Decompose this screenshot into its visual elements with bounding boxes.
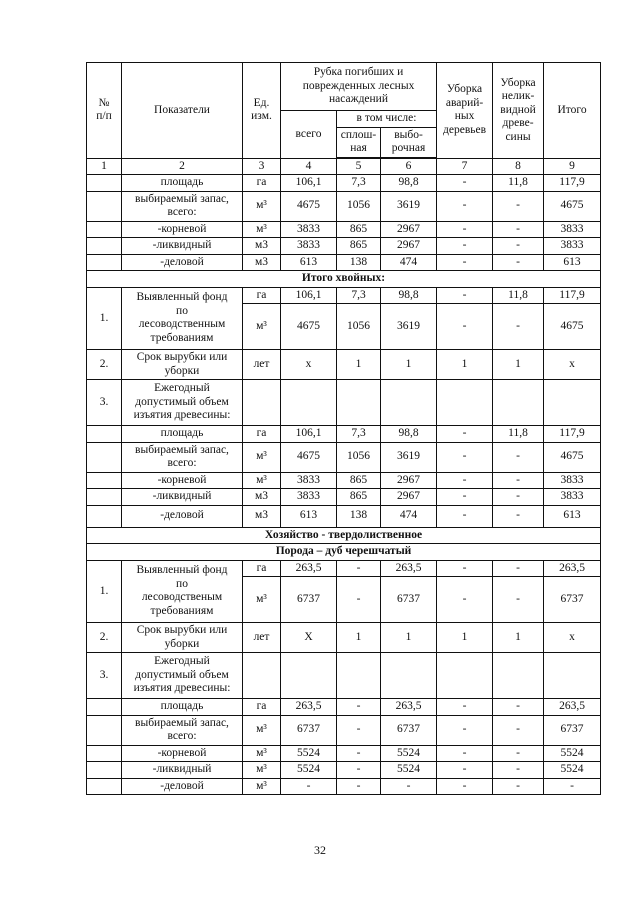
- value-cell: 98,8: [381, 175, 437, 192]
- value-cell: -: [437, 505, 493, 527]
- value-cell: -: [437, 577, 493, 623]
- value-cell: 98,8: [381, 426, 437, 443]
- value-cell: 3833: [281, 221, 337, 238]
- value-cell: 1056: [337, 304, 381, 350]
- row-unit: м³: [243, 577, 281, 623]
- value-cell: [281, 653, 337, 699]
- value-cell: [381, 380, 437, 426]
- row-unit: м3: [243, 505, 281, 527]
- value-cell: 3833: [544, 489, 601, 506]
- value-cell: 613: [544, 505, 601, 527]
- value-cell: 1056: [337, 442, 381, 472]
- value-cell: 6737: [281, 715, 337, 745]
- table-row: [87, 715, 601, 745]
- row-number: [87, 254, 122, 271]
- value-cell: -: [437, 442, 493, 472]
- column-number: 1: [87, 158, 122, 175]
- row-unit: лет: [243, 623, 281, 653]
- row-unit: га: [243, 426, 281, 443]
- row-number: [87, 238, 122, 255]
- row-number: [87, 175, 122, 192]
- value-cell: -: [437, 287, 493, 304]
- header-solid: сплош- ная: [337, 127, 381, 157]
- value-cell: 865: [337, 221, 381, 238]
- value-cell: -: [493, 745, 544, 762]
- value-cell: 263,5: [544, 699, 601, 716]
- row-unit: га: [243, 699, 281, 716]
- value-cell: 263,5: [544, 560, 601, 577]
- value-cell: -: [437, 778, 493, 795]
- row-unit: м³: [243, 778, 281, 795]
- value-cell: х: [281, 350, 337, 380]
- value-cell: 2967: [381, 238, 437, 255]
- value-cell: 3619: [381, 442, 437, 472]
- value-cell: -: [493, 238, 544, 255]
- value-cell: 1: [437, 350, 493, 380]
- value-cell: 6737: [281, 577, 337, 623]
- row-number: [87, 699, 122, 716]
- value-cell: 2967: [381, 489, 437, 506]
- row-indicator: -ликвидный: [122, 762, 243, 779]
- row-number: [87, 745, 122, 762]
- value-cell: -: [493, 221, 544, 238]
- value-cell: [381, 653, 437, 699]
- value-cell: 613: [281, 505, 337, 527]
- row-number: 1.: [87, 560, 122, 623]
- table-row: [87, 350, 601, 380]
- value-cell: Х: [281, 623, 337, 653]
- table-row: [87, 489, 601, 506]
- value-cell: 474: [381, 254, 437, 271]
- table-row: [87, 221, 601, 238]
- value-cell: [337, 380, 381, 426]
- value-cell: -: [337, 699, 381, 716]
- value-cell: 117,9: [544, 175, 601, 192]
- row-unit: га: [243, 560, 281, 577]
- row-number: [87, 505, 122, 527]
- value-cell: -: [337, 715, 381, 745]
- column-number: 5: [337, 158, 381, 175]
- value-cell: 865: [337, 489, 381, 506]
- row-unit: м3: [243, 254, 281, 271]
- value-cell: 4675: [281, 442, 337, 472]
- value-cell: 5524: [281, 745, 337, 762]
- row-unit: м3: [243, 238, 281, 255]
- value-cell: 5524: [544, 745, 601, 762]
- value-cell: 263,5: [381, 560, 437, 577]
- value-cell: 11,8: [493, 426, 544, 443]
- header-cutting: Рубка погибших и поврежденных лесных насаждений: [281, 63, 437, 111]
- value-cell: -: [493, 489, 544, 506]
- row-indicator: площадь: [122, 175, 243, 192]
- value-cell: 138: [337, 505, 381, 527]
- row-number: [87, 221, 122, 238]
- value-cell: 4675: [544, 191, 601, 221]
- value-cell: 263,5: [381, 699, 437, 716]
- row-unit: м³: [243, 745, 281, 762]
- row-number: 3.: [87, 380, 122, 426]
- value-cell: 613: [544, 254, 601, 271]
- value-cell: 5524: [381, 762, 437, 779]
- row-indicator: выбираемый запас, всего:: [122, 715, 243, 745]
- value-cell: 4675: [544, 304, 601, 350]
- column-number: 6: [381, 158, 437, 175]
- value-cell: -: [337, 745, 381, 762]
- row-number: [87, 762, 122, 779]
- value-cell: -: [544, 778, 601, 795]
- value-cell: 4675: [544, 442, 601, 472]
- value-cell: 613: [281, 254, 337, 271]
- row-indicator: -корневой: [122, 745, 243, 762]
- row-unit: га: [243, 175, 281, 192]
- page-number: 32: [314, 843, 326, 857]
- row-indicator: Срок вырубки или уборки: [122, 350, 243, 380]
- value-cell: 1: [381, 623, 437, 653]
- row-indicator: Выявленный фонд по лесоводственым требованиям: [122, 560, 243, 623]
- section-row: [87, 271, 601, 288]
- column-number: 2: [122, 158, 243, 175]
- value-cell: 4675: [281, 304, 337, 350]
- value-cell: -: [437, 762, 493, 779]
- value-cell: 3833: [544, 221, 601, 238]
- value-cell: -: [437, 238, 493, 255]
- value-cell: 7,3: [337, 287, 381, 304]
- header-number: № п/п: [87, 63, 122, 159]
- section-heading: Итого хвойных:: [87, 271, 601, 288]
- value-cell: -: [437, 426, 493, 443]
- row-unit: [243, 653, 281, 699]
- header-indicators: Показатели: [122, 63, 243, 159]
- header-emergency: Уборка аварий- ных деревьев: [437, 63, 493, 159]
- table-row: [87, 380, 601, 426]
- row-unit: м³: [243, 442, 281, 472]
- value-cell: -: [493, 304, 544, 350]
- value-cell: -: [493, 254, 544, 271]
- table-row: [87, 505, 601, 527]
- value-cell: [544, 653, 601, 699]
- value-cell: 6737: [381, 577, 437, 623]
- value-cell: 1: [381, 350, 437, 380]
- table-row: [87, 699, 601, 716]
- value-cell: [281, 380, 337, 426]
- value-cell: 3833: [281, 472, 337, 489]
- row-indicator: выбираемый запас, всего:: [122, 442, 243, 472]
- header-selective: выбо- рочная: [381, 127, 437, 157]
- value-cell: [493, 380, 544, 426]
- value-cell: 1: [337, 350, 381, 380]
- value-cell: 6737: [544, 577, 601, 623]
- row-unit: м³: [243, 715, 281, 745]
- table-row: [87, 238, 601, 255]
- row-indicator: -корневой: [122, 221, 243, 238]
- row-number: 2.: [87, 350, 122, 380]
- value-cell: 106,1: [281, 175, 337, 192]
- row-indicator: -деловой: [122, 778, 243, 795]
- row-indicator: Выявленный фонд по лесоводственным требованиям: [122, 287, 243, 350]
- value-cell: х: [544, 623, 601, 653]
- section-heading: Порода – дуб черешчатый: [87, 544, 601, 561]
- section-row: [87, 544, 601, 561]
- row-number: [87, 472, 122, 489]
- value-cell: 117,9: [544, 287, 601, 304]
- value-cell: [544, 380, 601, 426]
- row-number: 2.: [87, 623, 122, 653]
- value-cell: -: [337, 560, 381, 577]
- table-row: [87, 175, 601, 192]
- row-indicator: -деловой: [122, 505, 243, 527]
- value-cell: -: [437, 191, 493, 221]
- value-cell: 106,1: [281, 426, 337, 443]
- row-unit: м³: [243, 472, 281, 489]
- value-cell: 3619: [381, 191, 437, 221]
- row-indicator: -корневой: [122, 472, 243, 489]
- value-cell: 4675: [281, 191, 337, 221]
- value-cell: -: [437, 472, 493, 489]
- header-including: в том числе:: [337, 111, 437, 128]
- value-cell: 7,3: [337, 175, 381, 192]
- value-cell: -: [437, 745, 493, 762]
- row-number: [87, 191, 122, 221]
- value-cell: -: [281, 778, 337, 795]
- row-indicator: -ликвидный: [122, 238, 243, 255]
- table-row: [87, 623, 601, 653]
- row-number: [87, 442, 122, 472]
- row-unit: м3: [243, 489, 281, 506]
- value-cell: 3833: [281, 238, 337, 255]
- row-unit: га: [243, 287, 281, 304]
- row-number: [87, 715, 122, 745]
- value-cell: -: [337, 577, 381, 623]
- value-cell: 865: [337, 238, 381, 255]
- value-cell: 106,1: [281, 287, 337, 304]
- column-number: 3: [243, 158, 281, 175]
- column-number: 4: [281, 158, 337, 175]
- row-unit: [243, 380, 281, 426]
- value-cell: 865: [337, 472, 381, 489]
- value-cell: -: [437, 489, 493, 506]
- value-cell: 1056: [337, 191, 381, 221]
- table-row: [87, 472, 601, 489]
- value-cell: 11,8: [493, 175, 544, 192]
- table-row: [87, 287, 601, 304]
- value-cell: 2967: [381, 221, 437, 238]
- value-cell: [493, 653, 544, 699]
- value-cell: 263,5: [281, 699, 337, 716]
- row-indicator: Ежегодный допустимый объем изъятия древесины:: [122, 380, 243, 426]
- table-row: [87, 653, 601, 699]
- value-cell: -: [381, 778, 437, 795]
- value-cell: -: [437, 254, 493, 271]
- value-cell: 3833: [544, 238, 601, 255]
- value-cell: 1: [437, 623, 493, 653]
- value-cell: 11,8: [493, 287, 544, 304]
- row-unit: м³: [243, 762, 281, 779]
- value-cell: -: [493, 191, 544, 221]
- value-cell: -: [493, 577, 544, 623]
- column-number: 9: [544, 158, 601, 175]
- value-cell: 1: [493, 350, 544, 380]
- value-cell: -: [493, 778, 544, 795]
- value-cell: 1: [493, 623, 544, 653]
- section-heading: Хозяйство - твердолиственное: [87, 527, 601, 544]
- value-cell: 2967: [381, 472, 437, 489]
- value-cell: 5524: [281, 762, 337, 779]
- value-cell: -: [493, 505, 544, 527]
- table-row: [87, 560, 601, 577]
- value-cell: 6737: [381, 715, 437, 745]
- row-number: [87, 489, 122, 506]
- value-cell: 3833: [281, 489, 337, 506]
- value-cell: -: [437, 221, 493, 238]
- table-row: [87, 778, 601, 795]
- value-cell: -: [493, 472, 544, 489]
- value-cell: -: [493, 699, 544, 716]
- column-number: 8: [493, 158, 544, 175]
- value-cell: х: [544, 350, 601, 380]
- value-cell: 138: [337, 254, 381, 271]
- row-indicator: площадь: [122, 699, 243, 716]
- row-number: 1.: [87, 287, 122, 350]
- forest-cutting-table: [86, 62, 601, 795]
- row-unit: м³: [243, 304, 281, 350]
- value-cell: -: [337, 762, 381, 779]
- row-indicator: Ежегодный допустимый объем изъятия древесины:: [122, 653, 243, 699]
- row-number: 3.: [87, 653, 122, 699]
- value-cell: -: [493, 442, 544, 472]
- value-cell: -: [437, 175, 493, 192]
- value-cell: 3619: [381, 304, 437, 350]
- row-number: [87, 778, 122, 795]
- value-cell: -: [337, 778, 381, 795]
- value-cell: 117,9: [544, 426, 601, 443]
- row-indicator: выбираемый запас, всего:: [122, 191, 243, 221]
- value-cell: -: [493, 762, 544, 779]
- row-indicator: Срок вырубки или уборки: [122, 623, 243, 653]
- header-total-cut: всего: [281, 111, 337, 159]
- row-number: [87, 426, 122, 443]
- row-unit: м³: [243, 191, 281, 221]
- table-row: [87, 254, 601, 271]
- value-cell: 474: [381, 505, 437, 527]
- section-row: [87, 527, 601, 544]
- row-unit: лет: [243, 350, 281, 380]
- value-cell: 5524: [544, 762, 601, 779]
- column-number: 7: [437, 158, 493, 175]
- header-grand-total: Итого: [544, 63, 601, 159]
- value-cell: 6737: [544, 715, 601, 745]
- value-cell: [437, 653, 493, 699]
- row-unit: м³: [243, 221, 281, 238]
- table-row: [87, 442, 601, 472]
- row-indicator: -ликвидный: [122, 489, 243, 506]
- value-cell: -: [437, 304, 493, 350]
- value-cell: -: [493, 715, 544, 745]
- value-cell: -: [437, 715, 493, 745]
- value-cell: [337, 653, 381, 699]
- value-cell: -: [437, 560, 493, 577]
- table-row: [87, 191, 601, 221]
- value-cell: -: [493, 560, 544, 577]
- value-cell: 3833: [544, 472, 601, 489]
- value-cell: 98,8: [381, 287, 437, 304]
- value-cell: 263,5: [281, 560, 337, 577]
- table-row: [87, 745, 601, 762]
- value-cell: -: [437, 699, 493, 716]
- value-cell: 7,3: [337, 426, 381, 443]
- value-cell: 1: [337, 623, 381, 653]
- header-unit: Ед. изм.: [243, 63, 281, 159]
- header-illiquid: Уборка нелик- видной древе- сины: [493, 63, 544, 159]
- value-cell: 5524: [381, 745, 437, 762]
- row-indicator: площадь: [122, 426, 243, 443]
- table-row: [87, 762, 601, 779]
- value-cell: [437, 380, 493, 426]
- table-row: [87, 426, 601, 443]
- row-indicator: -деловой: [122, 254, 243, 271]
